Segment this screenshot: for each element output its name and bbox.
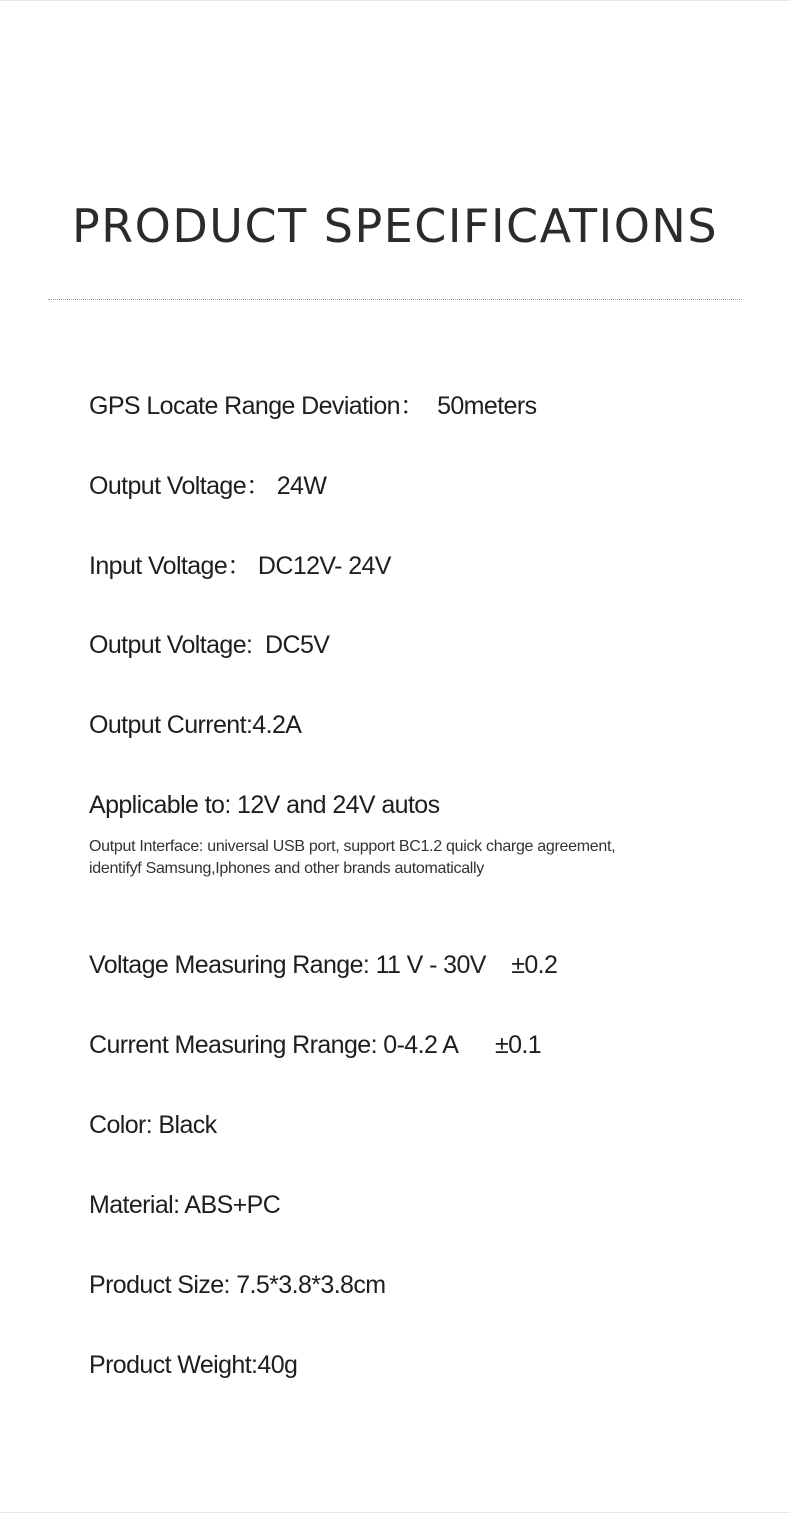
spec-output-voltage: Output Voltage: DC5V: [89, 631, 330, 659]
spec-applicable: Applicable to: 12V and 24V autos: [89, 791, 440, 819]
note-line-2: identifyf Samsung,Iphones and other brands automatically: [89, 860, 485, 877]
spec-color: Color: Black: [89, 1111, 217, 1139]
page-title: PRODUCT SPECIFICATIONS: [71, 199, 719, 253]
spec-gps-deviation: GPS Locate Range Deviation： 50meters: [89, 392, 537, 420]
spec-current-measuring-range: Current Measuring Rrange: 0-4.2 A ±0.1: [89, 1031, 542, 1059]
bottom-border: [0, 1512, 790, 1513]
note-line-1: Output Interface: universal USB port, support BC1.2 quick charge agreement,: [89, 838, 616, 855]
spec-product-weight: Product Weight:40g: [89, 1351, 298, 1379]
spec-output-interface-note: [89, 836, 729, 880]
spec-output-power: Output Voltage： 24W: [89, 472, 327, 500]
spec-voltage-measuring-range: Voltage Measuring Range: 11 V - 30V ±0.2: [89, 951, 558, 979]
spec-material: Material: ABS+PC: [89, 1191, 281, 1219]
spec-output-current: Output Current:4.2A: [89, 711, 302, 739]
spec-product-size: Product Size: 7.5*3.8*3.8cm: [89, 1271, 386, 1299]
dotted-divider: [48, 299, 742, 300]
top-border: [0, 0, 790, 1]
spec-input-voltage: Input Voltage： DC12V- 24V: [89, 552, 391, 580]
